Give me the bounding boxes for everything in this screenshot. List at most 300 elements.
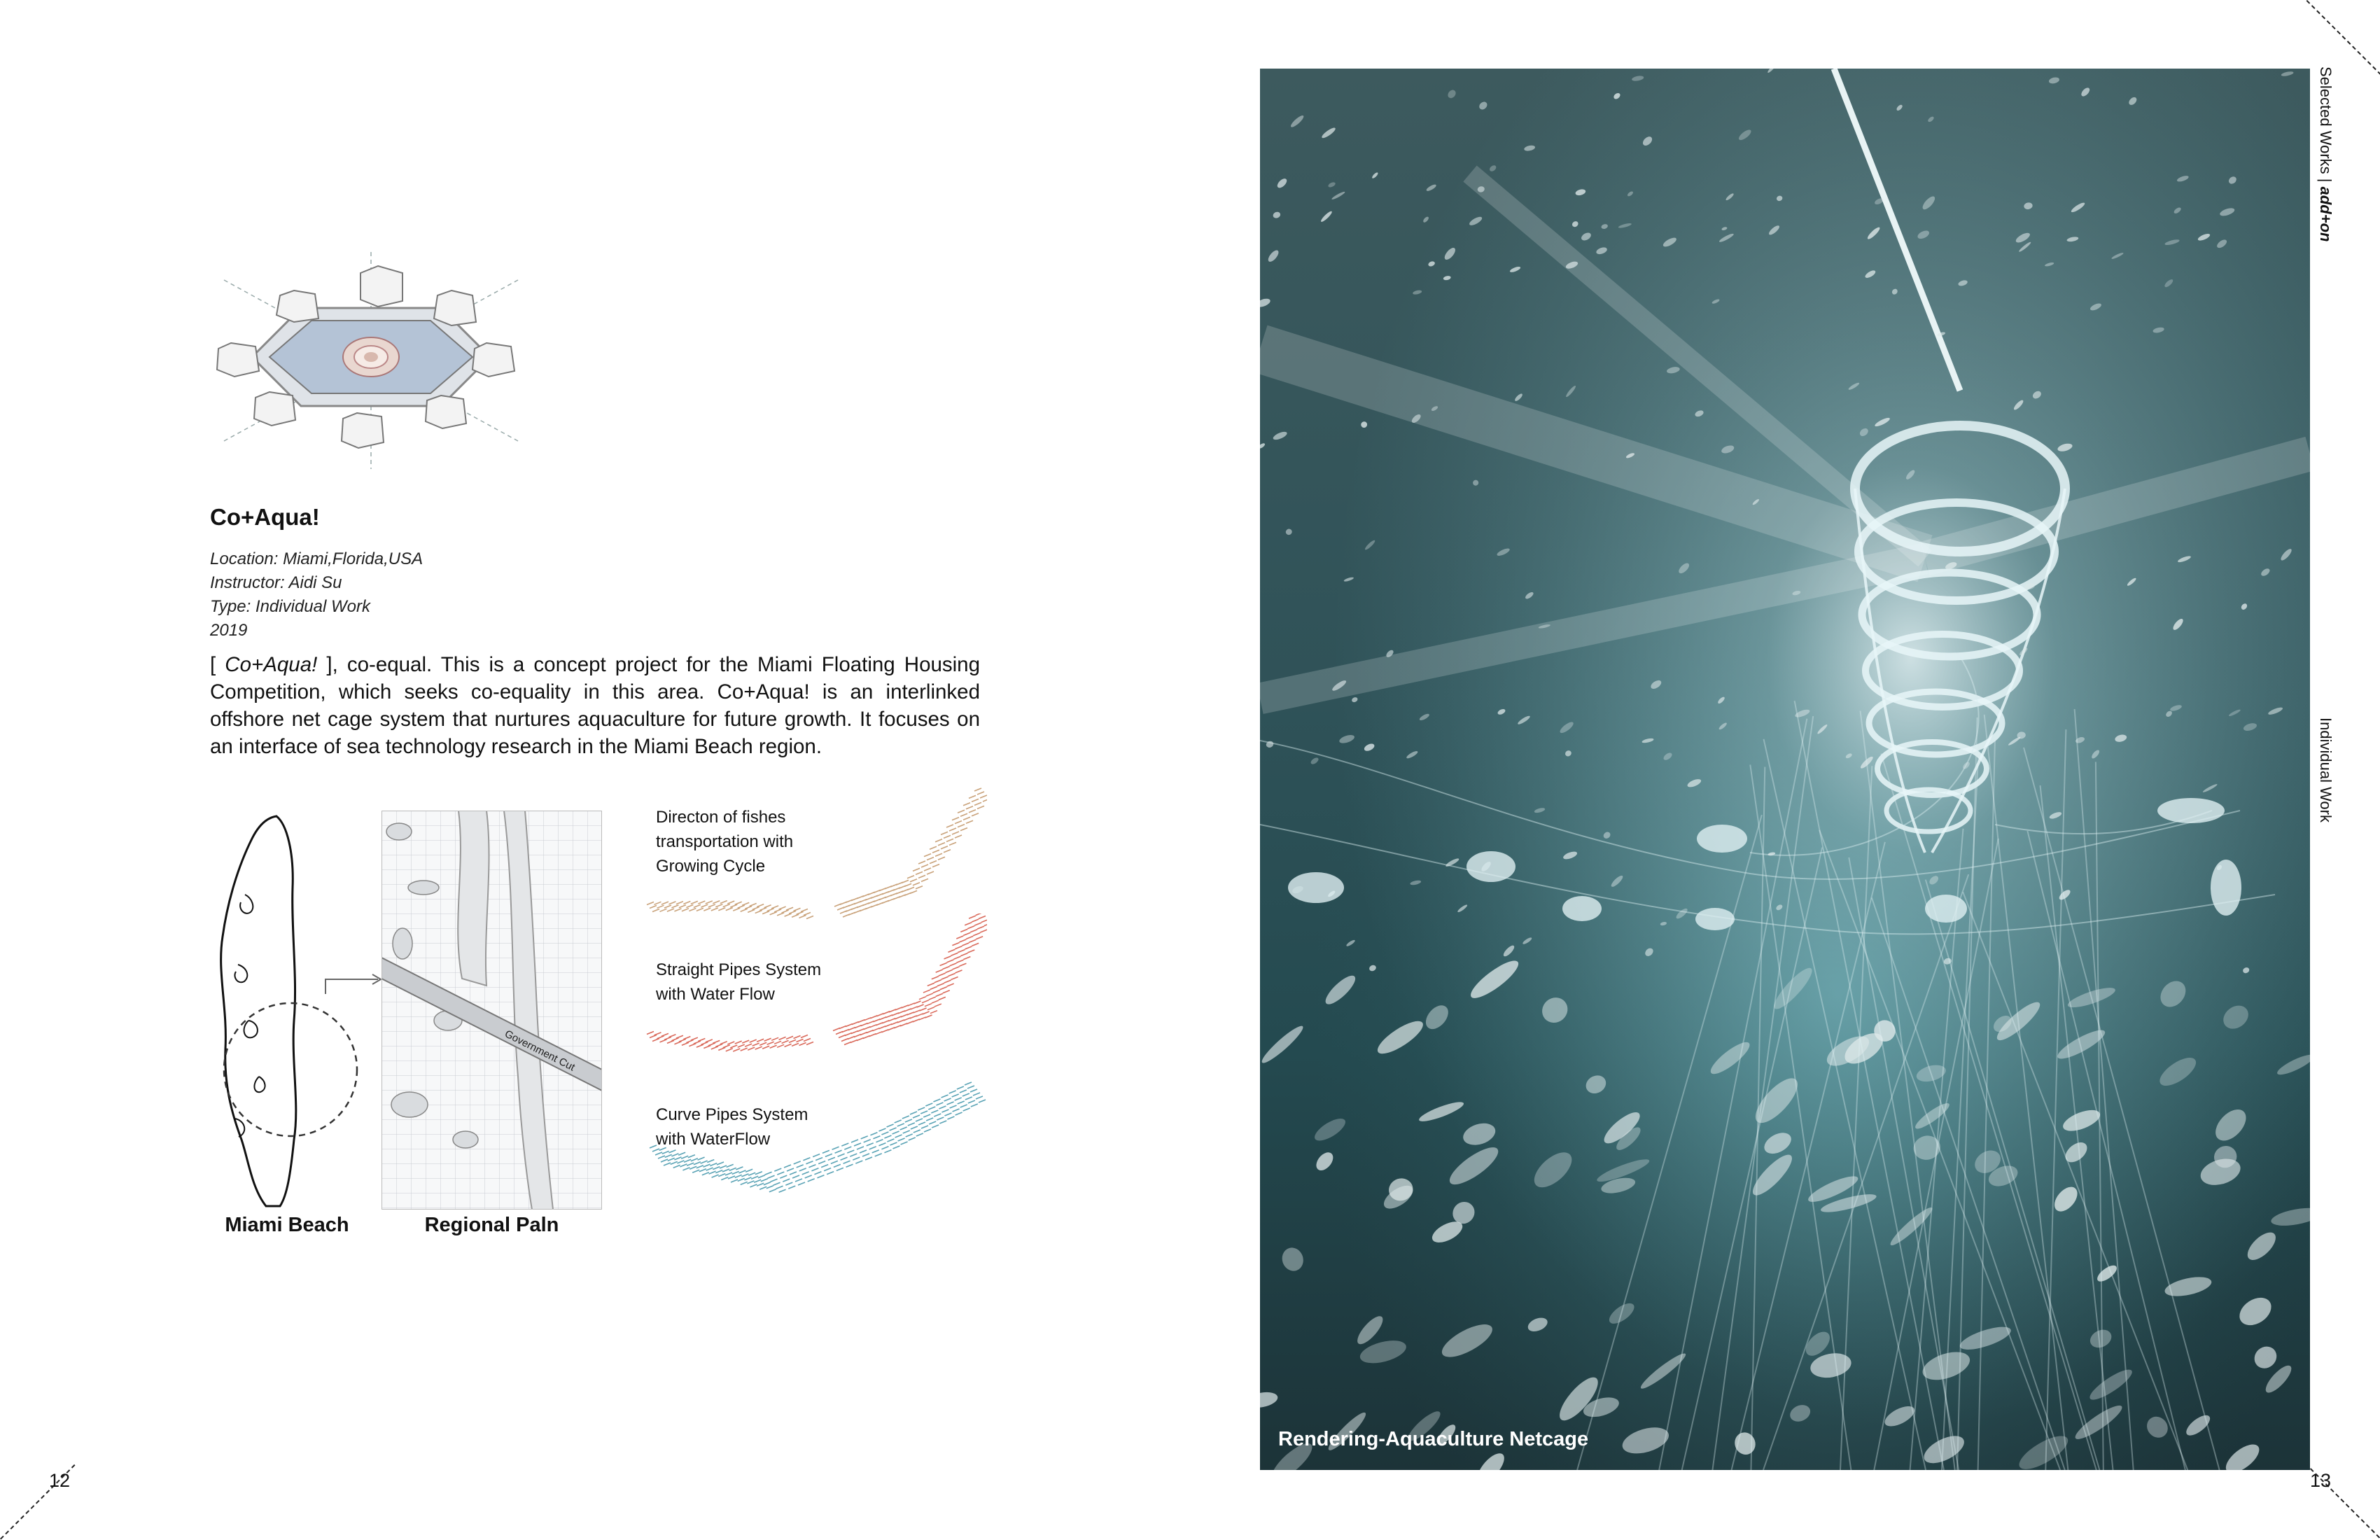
flow-mark <box>786 907 793 910</box>
diagram-3-label: Curve Pipes System with WaterFlow <box>656 1105 808 1149</box>
flow-mark <box>682 909 689 911</box>
flow-mark <box>774 1182 780 1185</box>
flow-mark <box>948 974 955 976</box>
flow-mark <box>834 1164 841 1167</box>
flow-mark <box>960 1090 967 1093</box>
flow-mark <box>867 1143 874 1146</box>
flow-mark <box>784 1165 791 1168</box>
flow-mark <box>690 1166 696 1169</box>
flow-mark <box>795 1179 802 1182</box>
flow-mark <box>846 1024 853 1027</box>
flow-mark <box>854 1143 861 1146</box>
flow-mark <box>870 1133 877 1135</box>
flow-mark <box>937 983 944 986</box>
flow-mark <box>805 1175 812 1178</box>
flow-mark <box>720 901 727 904</box>
flow-mark <box>748 1047 755 1050</box>
flow-mark <box>962 943 969 946</box>
flow-mark <box>764 905 771 908</box>
flow-mark <box>727 1164 734 1167</box>
flow-mark <box>958 810 965 813</box>
flow-mark <box>937 1117 944 1120</box>
flow-mark <box>768 1175 775 1178</box>
flow-mark <box>952 1094 959 1097</box>
flow-mark <box>900 1127 907 1130</box>
flow-mark <box>774 1041 781 1044</box>
flow-mark <box>902 880 909 883</box>
flow-mark <box>720 1042 727 1044</box>
flow-mark <box>682 1042 689 1045</box>
flow-mark <box>883 1011 890 1014</box>
flow-mark <box>870 1016 877 1018</box>
flow-mark <box>878 1143 886 1146</box>
flow-mark <box>944 980 951 983</box>
flow-mark <box>926 1118 933 1121</box>
flow-mark <box>969 810 976 813</box>
flow-mark <box>965 923 972 925</box>
flow-mark <box>755 911 762 913</box>
flow-mark <box>873 1136 880 1139</box>
flow-mark <box>779 1037 786 1040</box>
flow-mark <box>750 904 757 906</box>
regional-plan-map <box>382 811 602 1210</box>
flow-mark <box>925 1103 932 1106</box>
flow-mark <box>902 1116 909 1119</box>
flow-mark <box>817 1175 824 1178</box>
flow-mark <box>921 1126 928 1128</box>
flow-mark <box>652 1149 659 1152</box>
flow-mark <box>718 908 725 911</box>
flow-mark <box>862 1154 869 1156</box>
flow-mark <box>839 1035 846 1038</box>
flow-mark <box>881 1132 888 1135</box>
flow-mark <box>846 1164 853 1167</box>
flow-mark <box>776 1186 783 1189</box>
flow-mark <box>708 904 715 907</box>
flow-mark <box>755 1046 762 1049</box>
flow-mark <box>927 872 934 874</box>
flow-mark <box>667 909 674 911</box>
flow-mark <box>723 1045 730 1048</box>
flow-mark <box>969 916 976 918</box>
flow-mark <box>852 1022 859 1025</box>
flow-mark <box>746 1169 752 1172</box>
flow-mark <box>751 1176 758 1179</box>
flow-mark <box>972 943 979 946</box>
flow-mark <box>905 1119 912 1122</box>
flow-mark <box>966 936 973 939</box>
flow-mark <box>959 963 966 966</box>
flow-mark <box>924 854 931 857</box>
flow-mark <box>680 1164 687 1167</box>
flow-mark <box>938 843 945 846</box>
flow-mark <box>963 803 970 806</box>
flow-mark <box>923 990 930 993</box>
flow-mark <box>920 1111 927 1114</box>
flow-mark <box>730 904 737 907</box>
flow-mark <box>892 1131 899 1134</box>
flow-mark <box>930 861 937 864</box>
flow-mark <box>671 1161 678 1164</box>
flow-mark <box>741 909 748 911</box>
flow-mark <box>939 997 946 1000</box>
flow-mark <box>948 949 955 952</box>
flow-mark <box>650 906 657 909</box>
flow-mark <box>934 1114 941 1116</box>
flow-mark <box>679 905 686 908</box>
flow-mark <box>684 1159 691 1162</box>
flow-mark <box>924 1129 931 1132</box>
flow-mark <box>887 1139 894 1142</box>
flow-mark <box>944 1098 951 1101</box>
flow-mark <box>729 1168 736 1170</box>
flow-mark <box>668 1150 676 1153</box>
flow-mark <box>904 883 911 886</box>
flow-mark <box>968 1100 975 1103</box>
flow-mark <box>960 813 967 816</box>
flow-mark <box>792 1043 799 1046</box>
flow-mark <box>828 1157 835 1160</box>
flow-mark <box>947 960 954 962</box>
flow-mark <box>854 1035 861 1037</box>
flow-mark <box>725 1172 732 1175</box>
flow-mark <box>863 1036 870 1039</box>
flow-mark <box>916 1014 923 1016</box>
flow-mark <box>930 986 937 989</box>
flow-mark <box>647 902 654 905</box>
flow-mark <box>676 902 683 904</box>
flow-mark <box>888 1018 895 1021</box>
flow-mark <box>921 878 928 881</box>
flow-mark <box>977 926 984 929</box>
flow-mark <box>947 983 954 986</box>
flow-mark <box>844 1147 851 1149</box>
flow-mark <box>936 993 943 996</box>
flow-mark <box>935 853 942 856</box>
flow-mark <box>936 1102 943 1105</box>
flow-mark <box>794 1161 801 1164</box>
flow-mark <box>757 904 764 907</box>
flow-mark <box>782 1040 789 1043</box>
flow-mark <box>804 1039 811 1042</box>
flow-mark <box>923 1114 930 1117</box>
flow-mark <box>748 909 755 912</box>
flow-mark <box>952 832 959 834</box>
flow-mark <box>881 1030 888 1032</box>
flow-mark <box>679 1039 686 1042</box>
flow-mark <box>969 795 976 798</box>
flow-mark <box>689 1044 696 1046</box>
flow-mark <box>696 908 704 911</box>
flow-mark <box>801 909 808 912</box>
flow-mark <box>691 1158 698 1161</box>
flow-mark <box>831 1161 838 1163</box>
flow-mark <box>760 1042 766 1045</box>
flow-mark <box>934 1004 941 1007</box>
flow-mark <box>850 1040 858 1043</box>
flow-mark <box>794 908 801 911</box>
flow-mark <box>940 963 947 966</box>
flow-mark <box>940 987 947 990</box>
flow-mark <box>886 1015 892 1018</box>
flow-mark <box>677 1161 684 1163</box>
flow-mark <box>958 1101 965 1104</box>
flow-mark <box>657 1036 664 1039</box>
flow-mark <box>913 1130 920 1133</box>
fish-flow-strokes <box>647 788 987 919</box>
flow-mark <box>955 1112 962 1115</box>
flow-mark <box>845 1033 852 1036</box>
flow-mark <box>925 1015 932 1018</box>
flow-mark <box>947 1116 954 1119</box>
flow-mark <box>943 967 950 969</box>
flow-mark <box>821 1165 828 1168</box>
flow-mark <box>701 904 708 907</box>
flow-mark <box>949 842 956 845</box>
flow-mark <box>850 1154 857 1156</box>
flow-mark <box>927 983 934 986</box>
flow-mark <box>735 1175 742 1177</box>
flow-mark <box>706 1040 713 1042</box>
meta-instructor: Instructor: Aidi Su <box>210 573 342 592</box>
flow-mark <box>918 861 925 864</box>
flow-mark <box>922 1000 929 1003</box>
flow-mark <box>958 825 965 827</box>
flow-mark <box>941 976 948 979</box>
flow-mark <box>686 905 693 908</box>
project-description <box>210 651 980 760</box>
flow-mark <box>960 828 967 831</box>
flow-mark <box>955 821 962 824</box>
flow-mark <box>876 1014 883 1016</box>
flow-mark <box>760 1186 766 1189</box>
flow-mark <box>918 1107 925 1110</box>
flow-mark <box>953 967 960 969</box>
side-label-individual-work: Individual Work <box>2317 718 2334 822</box>
flow-mark <box>924 868 931 871</box>
flow-mark <box>892 1013 899 1016</box>
flow-mark <box>873 1019 880 1022</box>
meta-location: Location: Miami,Florida,USA <box>210 550 424 568</box>
flow-mark <box>668 1035 676 1037</box>
flow-mark <box>702 1172 709 1175</box>
flow-mark <box>694 1162 701 1165</box>
flow-mark <box>707 1160 714 1163</box>
side-header: Selected Works | add+on <box>2317 66 2334 242</box>
flow-mark <box>668 1158 675 1161</box>
flow-mark <box>745 906 752 909</box>
flow-mark <box>658 1156 665 1158</box>
flow-mark <box>798 1182 805 1185</box>
flow-mark <box>910 879 917 882</box>
flow-mark <box>931 1110 938 1113</box>
flow-mark <box>860 1032 867 1035</box>
flow-mark <box>780 1175 787 1178</box>
flow-mark <box>901 1014 908 1017</box>
flow-mark <box>711 1046 718 1049</box>
flow-mark <box>683 1037 690 1040</box>
flow-mark <box>858 1029 864 1032</box>
flow-mark <box>855 1026 862 1028</box>
flow-mark <box>881 1147 888 1149</box>
flow-mark <box>904 1009 911 1011</box>
flow-mark <box>692 1170 699 1172</box>
flow-mark <box>984 923 987 926</box>
flow-mark <box>704 908 710 911</box>
flow-mark <box>790 1172 797 1175</box>
flow-mark <box>875 1032 882 1035</box>
flow-mark <box>977 792 984 794</box>
flow-mark <box>901 1142 908 1144</box>
flow-mark <box>848 1028 855 1030</box>
flow-mark <box>960 953 967 956</box>
project-meta <box>210 547 423 643</box>
flow-mark <box>681 1156 688 1158</box>
flow-mark <box>857 1038 864 1041</box>
flow-mark <box>654 902 661 904</box>
flow-mark <box>732 1171 739 1174</box>
flow-mark <box>946 825 953 827</box>
flow-mark <box>674 1042 681 1044</box>
page-number-right: 13 <box>2310 1470 2332 1491</box>
flow-mark <box>683 902 690 904</box>
flow-mark <box>970 1089 977 1092</box>
flow-mark <box>911 1007 918 1009</box>
flow-mark <box>956 936 963 939</box>
flow-mark <box>701 1042 708 1045</box>
flow-mark <box>664 905 671 908</box>
flow-mark <box>855 1161 862 1163</box>
fish-direction-diagram <box>644 784 987 924</box>
flow-mark <box>853 1157 860 1160</box>
flow-mark <box>847 1150 854 1153</box>
flow-mark <box>711 908 718 911</box>
flow-mark <box>761 1179 768 1182</box>
flow-mark <box>973 933 980 936</box>
flow-mark <box>946 970 953 973</box>
flow-mark <box>688 1155 695 1158</box>
flow-mark <box>661 1159 668 1162</box>
flow-mark <box>965 1097 972 1100</box>
flow-mark <box>671 1154 678 1156</box>
rendering-scene <box>1260 69 2310 1470</box>
flow-mark <box>932 1000 939 1003</box>
flow-mark <box>889 1009 896 1012</box>
flow-mark <box>913 1019 920 1022</box>
flow-mark <box>900 1023 907 1026</box>
flow-mark <box>694 1041 701 1044</box>
flow-mark <box>890 1142 897 1145</box>
flow-mark <box>797 1165 804 1168</box>
flow-mark <box>969 939 976 942</box>
miami-beach-label: Miami Beach <box>225 1214 349 1236</box>
meta-type: Type: Individual Work <box>210 597 370 616</box>
flow-mark <box>976 913 983 916</box>
flow-mark <box>727 1042 734 1044</box>
flow-mark <box>848 1037 855 1040</box>
flow-mark <box>918 1122 925 1125</box>
flow-mark <box>652 1039 659 1042</box>
flow-mark <box>888 1028 895 1030</box>
flow-mark <box>844 1042 851 1045</box>
flow-mark <box>944 835 951 838</box>
flow-mark <box>771 906 778 909</box>
flow-mark <box>933 990 940 993</box>
flow-mark <box>872 1150 879 1153</box>
flow-mark <box>916 1133 923 1136</box>
flow-mark <box>957 1086 964 1089</box>
flow-mark <box>689 909 696 911</box>
flow-mark <box>902 1005 909 1008</box>
flow-mark <box>932 864 939 867</box>
flow-mark <box>735 1041 742 1044</box>
flow-mark <box>760 908 766 911</box>
flow-mark <box>836 1032 843 1035</box>
flow-mark <box>822 1150 830 1153</box>
flow-mark <box>861 1136 868 1139</box>
flow-mark <box>939 973 946 976</box>
flow-mark <box>958 950 965 953</box>
flow-mark <box>955 946 962 949</box>
flow-mark <box>733 908 740 911</box>
flow-mark <box>687 1163 694 1166</box>
flow-mark <box>895 1120 902 1123</box>
flow-mark <box>696 1044 704 1047</box>
flow-mark <box>647 1032 654 1035</box>
flow-mark <box>833 1028 840 1031</box>
flow-mark <box>952 943 959 946</box>
flow-mark <box>802 1172 809 1175</box>
flow-mark <box>715 904 722 907</box>
flow-mark <box>974 923 981 925</box>
flow-mark <box>801 1035 808 1038</box>
flow-mark <box>963 932 970 935</box>
flow-mark <box>706 901 713 904</box>
description-open-bracket: [ <box>210 653 225 676</box>
flow-mark <box>980 795 987 798</box>
flow-mark <box>864 1018 871 1021</box>
flow-mark <box>876 1140 883 1142</box>
flow-mark <box>929 997 936 1000</box>
flow-mark <box>744 1177 751 1180</box>
rendering-aquaculture-image <box>1260 69 2310 1470</box>
flow-mark <box>757 1183 764 1186</box>
flow-mark <box>916 872 923 874</box>
flow-mark <box>895 1016 902 1019</box>
flow-mark <box>662 1033 668 1036</box>
flow-mark <box>794 1035 801 1038</box>
flow-mark <box>728 1176 735 1179</box>
meta-year: 2019 <box>210 621 248 640</box>
flow-mark <box>981 920 987 923</box>
flow-mark <box>892 1146 899 1149</box>
flow-mark <box>903 1130 910 1133</box>
project-title: Co+Aqua! <box>210 504 320 530</box>
flow-mark <box>939 1121 946 1124</box>
flow-mark <box>842 1030 849 1032</box>
flow-mark <box>976 937 983 939</box>
flow-mark <box>678 1152 685 1155</box>
flow-mark <box>930 1011 937 1014</box>
flow-mark <box>923 1011 930 1014</box>
flow-mark <box>928 1107 935 1110</box>
flow-mark <box>898 1011 905 1014</box>
flow-mark <box>777 1172 784 1175</box>
flow-mark <box>735 902 742 904</box>
flow-mark <box>699 1169 706 1172</box>
flow-mark <box>955 1098 962 1100</box>
flow-mark <box>921 864 928 867</box>
